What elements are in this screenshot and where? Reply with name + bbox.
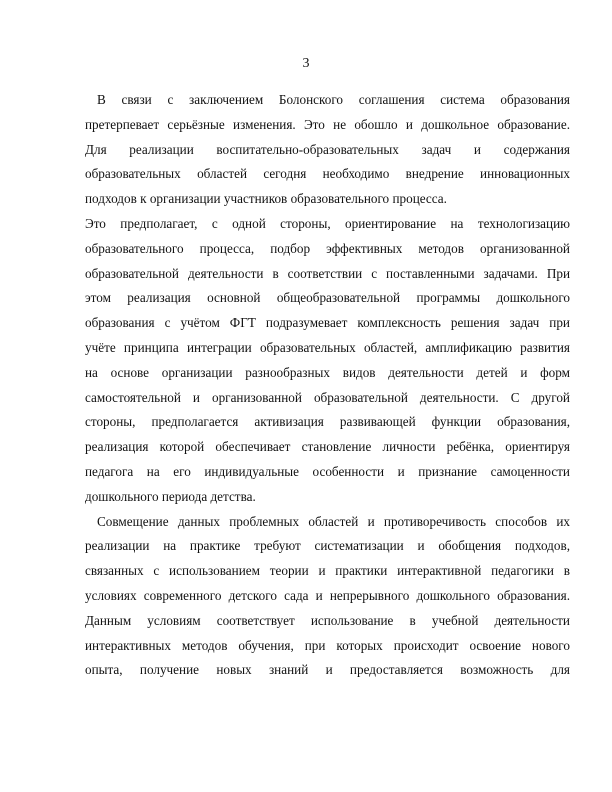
text-line: образования с учётом ФГТ подразумевает комплексность решения задач при [85,315,570,331]
text-line: образовательного процесса, подбор эффективных методов организованной [85,240,570,256]
text-line: этом реализация основной общеобразовательной программы дошкольного [85,290,570,306]
text-line: на основе организации разнообразных видов деятельности детей и форм [85,364,570,380]
text-line: опыта, получение новых знаний и предоставляется возможность для [85,662,570,678]
text-line: претерпевает серьёзные изменения. Это не обошло и дошкольное образование. [85,116,570,132]
text-line: Для реализации воспитательно-образовательных задач и содержания [85,141,570,157]
text-line: условиях современного детского сада и непрерывного дошкольного образования. [85,587,570,603]
text-line: образовательной деятельности в соответствии с поставленными задачами. При [85,265,570,281]
body-text [85,88,570,683]
text-line: Данным условиям соответствует использование в учебной деятельности [85,612,570,628]
text-line: связанных с использованием теории и практики интерактивной педагогики в [85,563,570,579]
text-line: реализация которой обеспечивает становление личности ребёнка, ориентируя [85,439,570,455]
text-line: интерактивных методов обучения, при которых происходит освоение нового [85,637,570,653]
paragraph [85,212,570,510]
text-line: дошкольного периода детства. [85,488,256,504]
paragraph [85,510,570,684]
page-number: 3 [302,56,310,71]
text-line: самостоятельной и организованной образовательной деятельности. С другой [85,389,570,405]
text-line: Это предполагает, с одной стороны, ориентирование на технологизацию [85,215,570,231]
text-line: реализации на практике требуют систематизации и обобщения подходов, [85,538,570,554]
text-line: образовательных областей сегодня необходимо внедрение инновационных [85,166,570,182]
text-line: Совмещение данных проблемных областей и противоречивость способов их [97,513,570,529]
text-line: учёте принципа интеграции образовательных областей, амплификацию развития [85,339,570,355]
text-line: В связи с заключением Болонского соглашения система образования [97,92,570,107]
text-line: стороны, предполагается активизация развивающей функции образования, [85,414,570,430]
text-line: педагога на его индивидуальные особенности и признание самоценности [85,463,570,479]
paragraph [85,88,570,212]
text-line: подходов к организации участников образовательного процесса. [85,191,447,207]
